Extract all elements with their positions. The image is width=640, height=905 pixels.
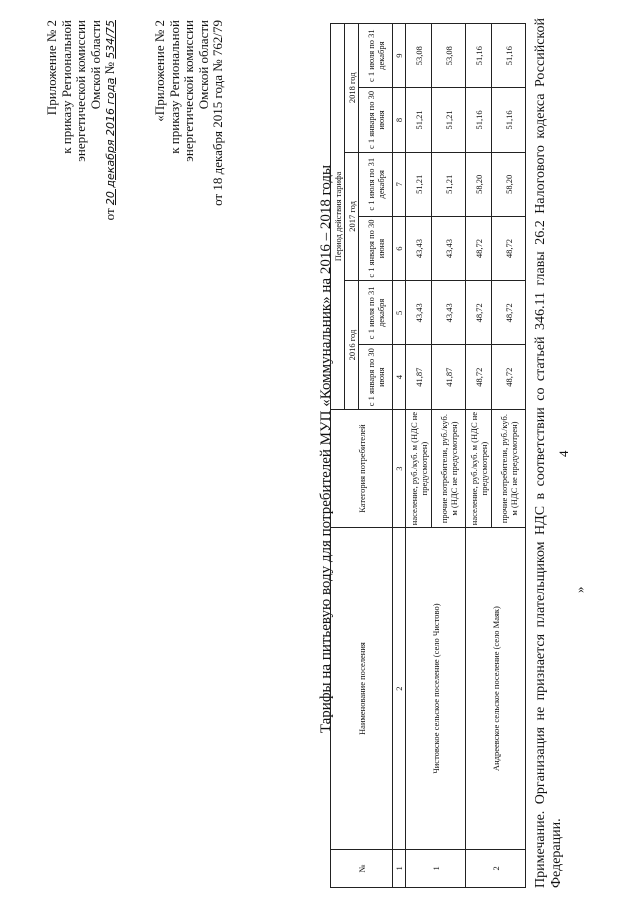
- appendix-header-current: [45, 20, 119, 340]
- appendix-line: энергетической комиссии: [181, 20, 196, 162]
- header-h2-2017: с 1 июля по 31 декабря: [359, 152, 393, 216]
- page-number: 4: [556, 450, 571, 457]
- closing-quote: »: [572, 586, 587, 593]
- consumer-category: население, руб./куб. м (НДС не предусмотрен): [466, 409, 492, 528]
- date-prefix: от: [102, 208, 117, 221]
- table-row: [466, 24, 492, 888]
- header-h2-2018: с 1 июля по 31 декабря: [359, 24, 393, 88]
- appendix-line: к приказу Региональной: [166, 20, 182, 154]
- tariff-value: 48,72: [492, 216, 526, 280]
- column-number: 9: [393, 24, 406, 88]
- tariff-value: 51,21: [406, 152, 432, 216]
- note-paragraph: Примечание. Организация не признается плательщиком НДС в соответствии со статьей 346.11 главы 26.2 Налогового кодекса Российской Федерации.: [533, 18, 564, 888]
- header-category: Категория потребителей: [331, 409, 393, 528]
- appendix-line: Омской области: [195, 20, 211, 110]
- appendix-line: от 18 декабря 2015 года № 762/79: [210, 20, 225, 206]
- header-h2-2016: с 1 июля по 31 декабря: [359, 281, 393, 345]
- row-number: 1: [406, 849, 466, 887]
- column-number: 3: [393, 409, 406, 528]
- tariff-value: 51,21: [406, 88, 432, 152]
- number-prefix: №: [102, 61, 117, 75]
- appendix-line: Приложение № 2: [44, 20, 59, 116]
- row-number: 2: [466, 849, 526, 887]
- tariff-value: 48,72: [466, 216, 492, 280]
- appendix-line: энергетической комиссии: [73, 20, 88, 162]
- header-h1-2016: с 1 января по 30 июня: [359, 345, 393, 409]
- tariff-value: 58,20: [466, 152, 492, 216]
- column-number: 4: [393, 345, 406, 409]
- tariff-value: 51,21: [432, 88, 466, 152]
- tariff-value: 43,43: [406, 216, 432, 280]
- column-number: 1: [393, 849, 406, 887]
- signed-date: 20 декабря 2016 года: [104, 77, 117, 206]
- tariff-value: 51,16: [492, 88, 526, 152]
- tariff-value: 48,72: [466, 345, 492, 409]
- tariff-value: 48,72: [492, 281, 526, 345]
- signed-number: 534/75: [104, 20, 117, 59]
- header-year-2017: 2017 год: [345, 152, 359, 281]
- header-h1-2018: с 1 января по 30 июня: [359, 88, 393, 152]
- consumer-category: прочие потребители, руб./куб. м (НДС не предусмотрен): [492, 409, 526, 528]
- tariff-value: 53,08: [406, 24, 432, 88]
- column-number: 2: [393, 528, 406, 849]
- tariff-value: 58,20: [492, 152, 526, 216]
- tariff-value: 41,87: [432, 345, 466, 409]
- tariff-value: 43,43: [432, 216, 466, 280]
- tariff-value: 43,43: [406, 281, 432, 345]
- tariff-value: 51,16: [466, 24, 492, 88]
- column-number: 8: [393, 88, 406, 152]
- appendix-line: Омской области: [87, 20, 103, 110]
- tariff-value: 51,16: [492, 24, 526, 88]
- tariff-table: [330, 23, 526, 888]
- appendix-header-original: [153, 20, 226, 340]
- tariff-value: 51,21: [432, 152, 466, 216]
- appendix-date-line: [103, 20, 119, 340]
- header-year-2016: 2016 год: [345, 281, 359, 410]
- consumer-category: население, руб./куб. м (НДС не предусмотрен): [406, 409, 432, 528]
- appendix-line: «Приложение № 2: [152, 20, 167, 122]
- tariff-value: 48,72: [492, 345, 526, 409]
- header-period: Период действия тарифа: [331, 24, 345, 410]
- tariff-value: 41,87: [406, 345, 432, 409]
- table-row: [406, 24, 432, 888]
- tariff-value: 51,16: [466, 88, 492, 152]
- column-number: 5: [393, 281, 406, 345]
- header-num: №: [331, 849, 393, 887]
- header-year-2018: 2018 год: [345, 24, 359, 153]
- column-number: 7: [393, 152, 406, 216]
- consumer-category: прочие потребители, руб./куб. м (НДС не предусмотрен): [432, 409, 466, 528]
- settlement-name: Чистовское сельское поселение (село Чистово): [406, 528, 466, 849]
- document-title: Тарифы на питьевую воду для потребителей МУП «Коммунальник» на 2016 – 2018 годы: [318, 164, 334, 734]
- header-h1-2017: с 1 января по 30 июня: [359, 216, 393, 280]
- header-settlement: Наименование поселения: [331, 528, 393, 849]
- tariff-value: 48,72: [466, 281, 492, 345]
- column-number: 6: [393, 216, 406, 280]
- tariff-value: 53,08: [432, 24, 466, 88]
- settlement-name: Андреевское сельское поселение (село Маяк): [466, 528, 526, 849]
- column-number-row: [393, 24, 406, 888]
- appendix-line: к приказу Региональной: [58, 20, 74, 154]
- tariff-value: 43,43: [432, 281, 466, 345]
